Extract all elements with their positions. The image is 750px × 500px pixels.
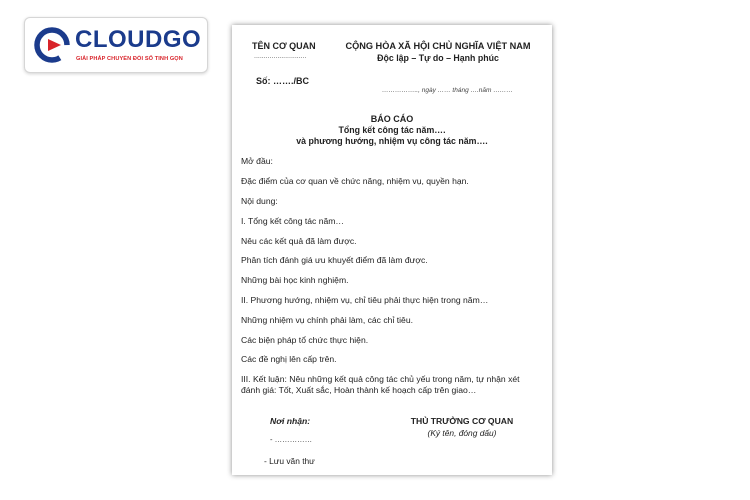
cloudgo-logo (24, 17, 208, 73)
nation-heading: CỘNG HÒA XÃ HỘI CHỦ NGHĨA VIỆT NAM (345, 41, 531, 51)
recipient-item: - Lưu văn thư (264, 456, 315, 466)
body-line: Những bài học kinh nghiệm. (241, 275, 349, 285)
logo-wordmark: CLOUDGO (75, 26, 202, 53)
signer-title: THỦ TRƯỞNG CƠ QUAN (410, 416, 514, 426)
report-document (232, 25, 552, 475)
body-line: đánh giá: Tốt, Xuất sắc, Hoàn thành kế hoạch cấp trên giao… (241, 385, 477, 395)
body-line: Những nhiệm vụ chính phải làm, các chỉ tiêu. (241, 315, 413, 325)
document-number: Số: ……./BC (256, 76, 309, 86)
agency-label: TÊN CƠ QUAN (252, 41, 316, 51)
report-subtitle-2: và phương hướng, nhiệm vụ công tác năm…. (296, 136, 488, 146)
recipient-item: - …………… (270, 435, 313, 444)
body-line: Mở đầu: (241, 156, 273, 166)
body-line: II. Phương hướng, nhiệm vụ, chỉ tiêu phải thực hiện trong năm… (241, 295, 489, 305)
body-line: Nội dung: (241, 196, 278, 206)
body-line: Các biện pháp tổ chức thực hiện. (241, 335, 369, 345)
body-line: Các đề nghị lên cấp trên. (241, 354, 337, 364)
cloudgo-logo-icon (34, 27, 70, 63)
body-line: Đặc điểm của cơ quan về chức năng, nhiệm vụ, quyền hạn. (241, 176, 469, 186)
date-line: …………….., ngày …… tháng ….năm ……… (382, 87, 513, 94)
body-line: I. Tổng kết công tác năm… (241, 216, 345, 226)
body-line: Phân tích đánh giá ưu khuyết điểm đã làm được. (241, 255, 428, 265)
body-line: Nêu các kết quả đã làm được. (241, 236, 357, 246)
body-line: III. Kết luận: Nêu những kết quả công tác chủ yếu trong năm, tự nhận xét (241, 374, 520, 384)
logo-tagline: GIẢI PHÁP CHUYỂN ĐỔI SỐ TINH GỌN (76, 56, 183, 62)
report-subtitle-1: Tổng kết công tác năm…. (338, 125, 446, 135)
recipients-label: Nơi nhận: (270, 416, 311, 426)
signer-note: (Ký tên, đóng dấu) (427, 428, 497, 438)
report-title: BÁO CÁO (370, 114, 414, 124)
nation-motto: Độc lập – Tự do – Hạnh phúc (377, 53, 499, 63)
agency-dots: ........................... (254, 53, 307, 60)
